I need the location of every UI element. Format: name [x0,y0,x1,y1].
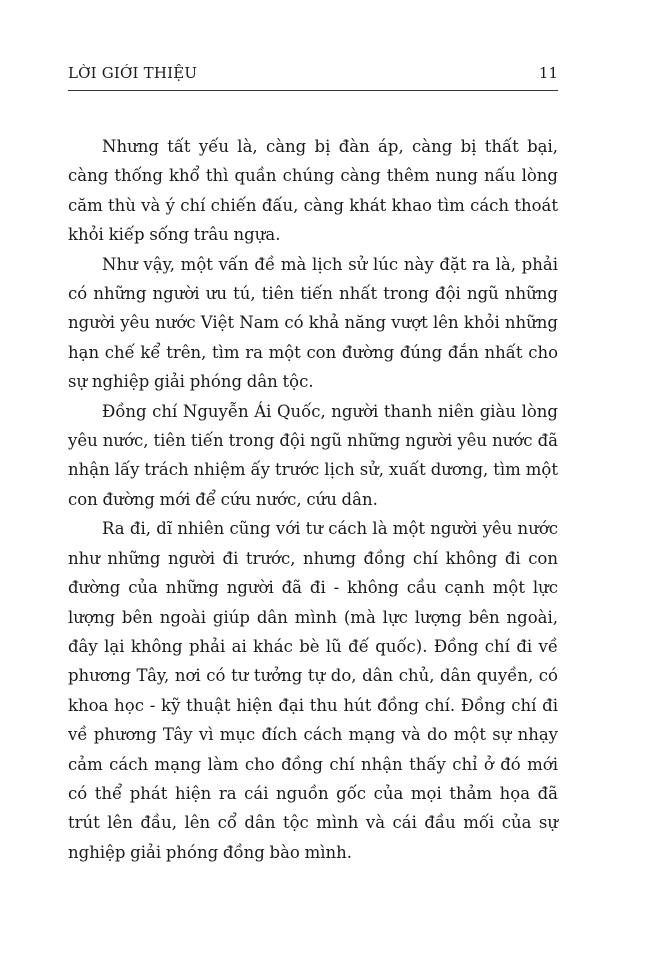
paragraph: Ra đi, dĩ nhiên cũng với tư cách là một người yêu nước như những người đi trước, nhưng đồng chí không đi con đường của những người đã đi - không cầu cạnh một lực lượng bên ngoài giúp dân mình (mà lực lượng bên ngoài, đây lại không phải ai khác bè lũ đế quốc). Đồng chí đi về phương Tây, nơi có tư tưởng tự do, dân chủ, dân quyền, có khoa học - kỹ thuật hiện đại thu hút đồng chí. Đồng chí đi về phương Tây vì mục đích cách mạng và do một sự nhạy cảm cách mạng làm cho đồng chí nhận thấy chỉ ở đó mới có thể phát hiện ra cái nguồn gốc của mọi thảm họa đã trút lên đầu, lên cổ dân tộc mình và cái đầu mối của sự nghiệp giải phóng đồng bào mình. [68,519,558,862]
body-text [68,132,558,867]
paragraph: Đồng chí Nguyễn Ái Quốc, người thanh niên giàu lòng yêu nước, tiên tiến trong đội ngũ những người yêu nước đã nhận lấy trách nhiệm ấy trước lịch sử, xuất dương, tìm một con đường mới để cứu nước, cứu dân. [68,401,558,509]
running-header [68,64,558,91]
page-number: 11 [538,64,558,82]
paragraph: Nhưng tất yếu là, càng bị đàn áp, càng bị thất bại, càng thống khổ thì quần chúng càng thêm nung nấu lòng căm thù và ý chí chiến đấu, càng khát khao tìm cách thoát khỏi kiếp sống trâu ngựa. [68,137,558,245]
chapter-title: LỜI GIỚI THIỆU [68,64,198,82]
paragraph: Như vậy, một vấn đề mà lịch sử lúc này đặt ra là, phải có những người ưu tú, tiên tiến nhất trong đội ngũ những người yêu nước Việt Nam có khả năng vượt lên khỏi những hạn chế kể trên, tìm ra một con đường đúng đắn nhất cho sự nghiệp giải phóng dân tộc. [68,254,558,392]
